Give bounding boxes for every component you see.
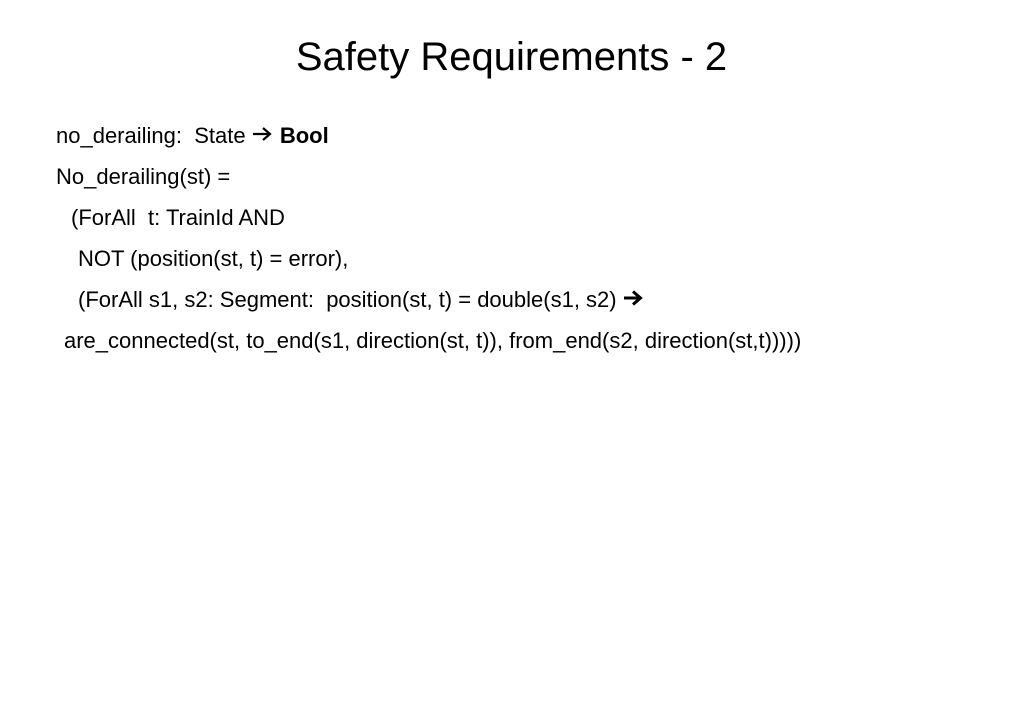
right-arrow-icon (623, 281, 645, 317)
body-line-1 (56, 118, 1006, 159)
body-line-6: are_connected(st, to_end(s1, direction(st, t)), from_end(s2, direction(st,t))))) (64, 328, 802, 353)
body-line-4: NOT (position(st, t) = error), (78, 246, 349, 271)
body-line-2: No_derailing(st) = (56, 164, 231, 189)
slide-title: Safety Requirements - 2 (295, 35, 728, 79)
return-type: Bool (279, 123, 329, 148)
body-line-3: (ForAll t: TrainId AND (71, 205, 285, 230)
forall-clause-text: (ForAll s1, s2: Segment: position(st, t) = double(s1, s2) (78, 287, 623, 312)
right-arrow-icon (252, 117, 274, 153)
slide-body (56, 118, 1006, 364)
signature-text: no_derailing: State (56, 123, 252, 148)
body-line-5 (56, 282, 1006, 323)
